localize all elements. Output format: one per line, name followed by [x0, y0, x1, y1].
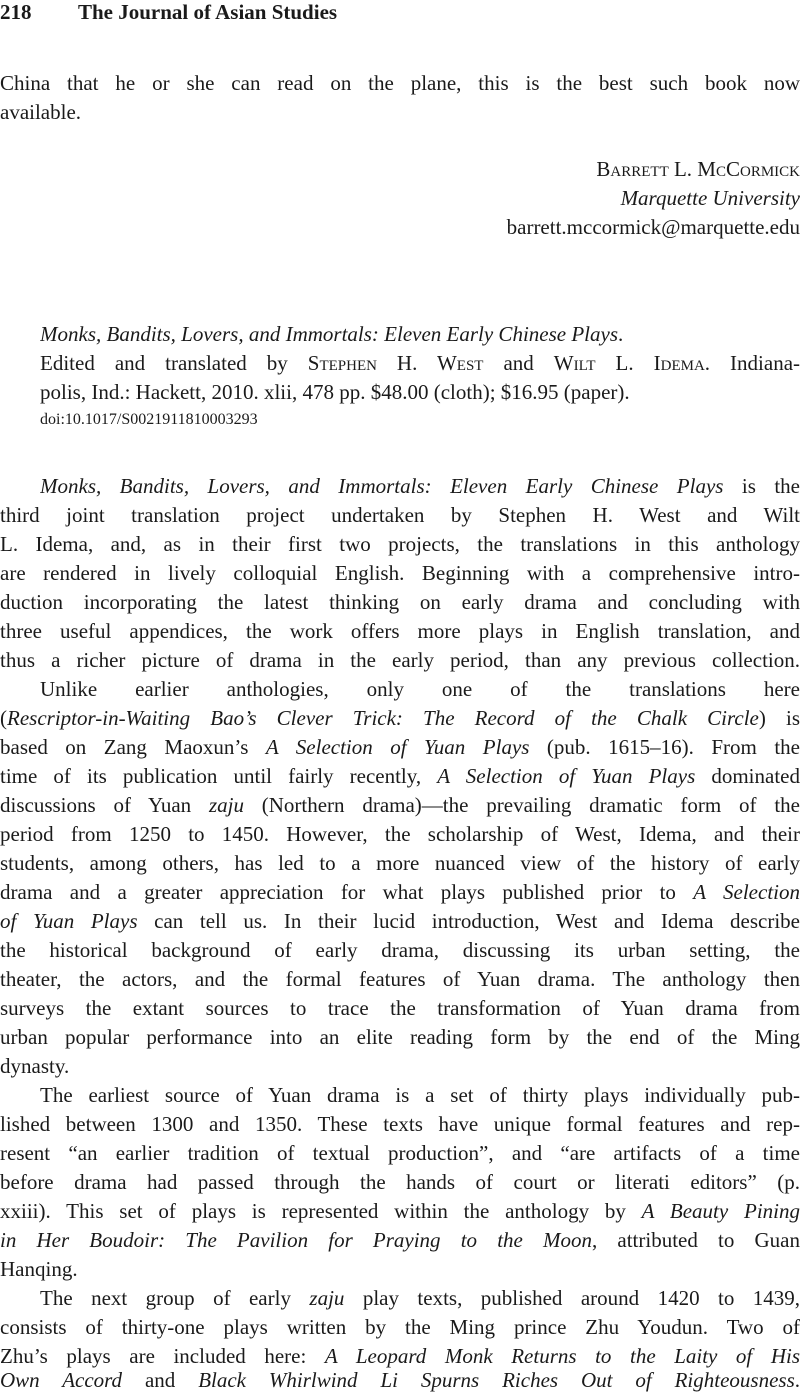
book-title: Monks, Bandits, Lovers, and Immortals: Eleven Early Chinese Plays. [40, 322, 624, 346]
body-line: Hanqing. [0, 1257, 78, 1281]
body-line: are rendered in lively colloquial English. Beginning with a comprehensive intro- [0, 561, 800, 585]
reviewer-affiliation: Marquette University [620, 186, 800, 210]
body-line: three useful appendices, the work offers more plays in English translation, and [0, 619, 800, 643]
body-line: urban popular performance into an elite reading form by the end of the Ming [0, 1025, 800, 1049]
body-line: dynasty. [0, 1054, 70, 1078]
body-line: Zhu’s plays are included here: A Leopard Monk Returns to the Laity of His [0, 1344, 800, 1368]
body-line: lished between 1300 and 1350. These texts have unique formal features and rep- [0, 1112, 800, 1136]
body-line: based on Zang Maoxun’s A Selection of Yuan Plays (pub. 1615–16). From the [0, 735, 800, 759]
body-line: L. Idema, and, as in their first two projects, the translations in this anthology [0, 532, 800, 556]
body-line: theater, the actors, and the formal features of Yuan drama. The anthology then [0, 967, 800, 991]
prev-review-line: China that he or she can read on the plane, this is the best such book now [0, 71, 800, 95]
body-line: third joint translation project undertaken by Stephen H. West and Wilt [0, 503, 800, 527]
body-line: The earliest source of Yuan drama is a set of thirty plays individually pub- [40, 1083, 800, 1107]
body-line: consists of thirty-one plays written by the Ming prince Zhu Youdun. Two of [0, 1315, 800, 1339]
book-doi: doi:10.1017/S0021911810003293 [40, 411, 258, 428]
body-line: Own Accord and Black Whirlwind Li Spurns Riches Out of Righteousness. [0, 1368, 800, 1392]
body-line: xxiii). This set of plays is represented within the anthology by A Beauty Pining [0, 1199, 800, 1223]
body-line: drama and a greater appreciation for what plays published prior to A Selection [0, 880, 800, 904]
body-line: the historical background of early drama, discussing its urban setting, the [0, 938, 800, 962]
book-publication: polis, Ind.: Hackett, 2010. xlii, 478 pp. $48.00 (cloth); $16.95 (paper). [40, 380, 630, 404]
body-line: discussions of Yuan zaju (Northern drama)—the prevailing dramatic form of the [0, 793, 800, 817]
journal-title: The Journal of Asian Studies [78, 0, 338, 24]
body-line: of Yuan Plays can tell us. In their lucid introduction, West and Idema describe [0, 909, 800, 933]
prev-review-line: available. [0, 100, 82, 124]
body-line: The next group of early zaju play texts, published around 1420 to 1439, [40, 1286, 800, 1310]
body-line: duction incorporating the latest thinking on early drama and concluding with [0, 590, 800, 614]
body-line: before drama had passed through the hands of court or literati editors” (p. [0, 1170, 800, 1194]
body-line: surveys the extant sources to trace the transformation of Yuan drama from [0, 996, 800, 1020]
body-line: in Her Boudoir: The Pavilion for Praying to the Moon, attributed to Guan [0, 1228, 800, 1252]
body-line: Monks, Bandits, Lovers, and Immortals: Eleven Early Chinese Plays is the [40, 474, 800, 498]
body-line: Unlike earlier anthologies, only one of the translations here [40, 677, 800, 701]
reviewer-name: Barrett L. McCormick [596, 157, 800, 181]
body-line: time of its publication until fairly recently, A Selection of Yuan Plays dominated [0, 764, 800, 788]
page-number: 218 [0, 0, 32, 24]
body-line: period from 1250 to 1450. However, the scholarship of West, Idema, and their [0, 822, 800, 846]
running-header [0, 0, 800, 30]
body-line: students, among others, has led to a more nuanced view of the history of early [0, 851, 800, 875]
book-editors: Edited and translated by Stephen H. West and Wilt L. Idema. Indiana- [40, 351, 800, 375]
body-line: resent “an earlier tradition of textual production”, and “are artifacts of a time [0, 1141, 800, 1165]
body-line: thus a richer picture of drama in the early period, than any previous collection. [0, 648, 800, 672]
body-line: (Rescriptor-in-Waiting Bao’s Clever Trick: The Record of the Chalk Circle) is [0, 706, 800, 730]
reviewer-email: barrett.mccormick@marquette.edu [506, 215, 800, 239]
